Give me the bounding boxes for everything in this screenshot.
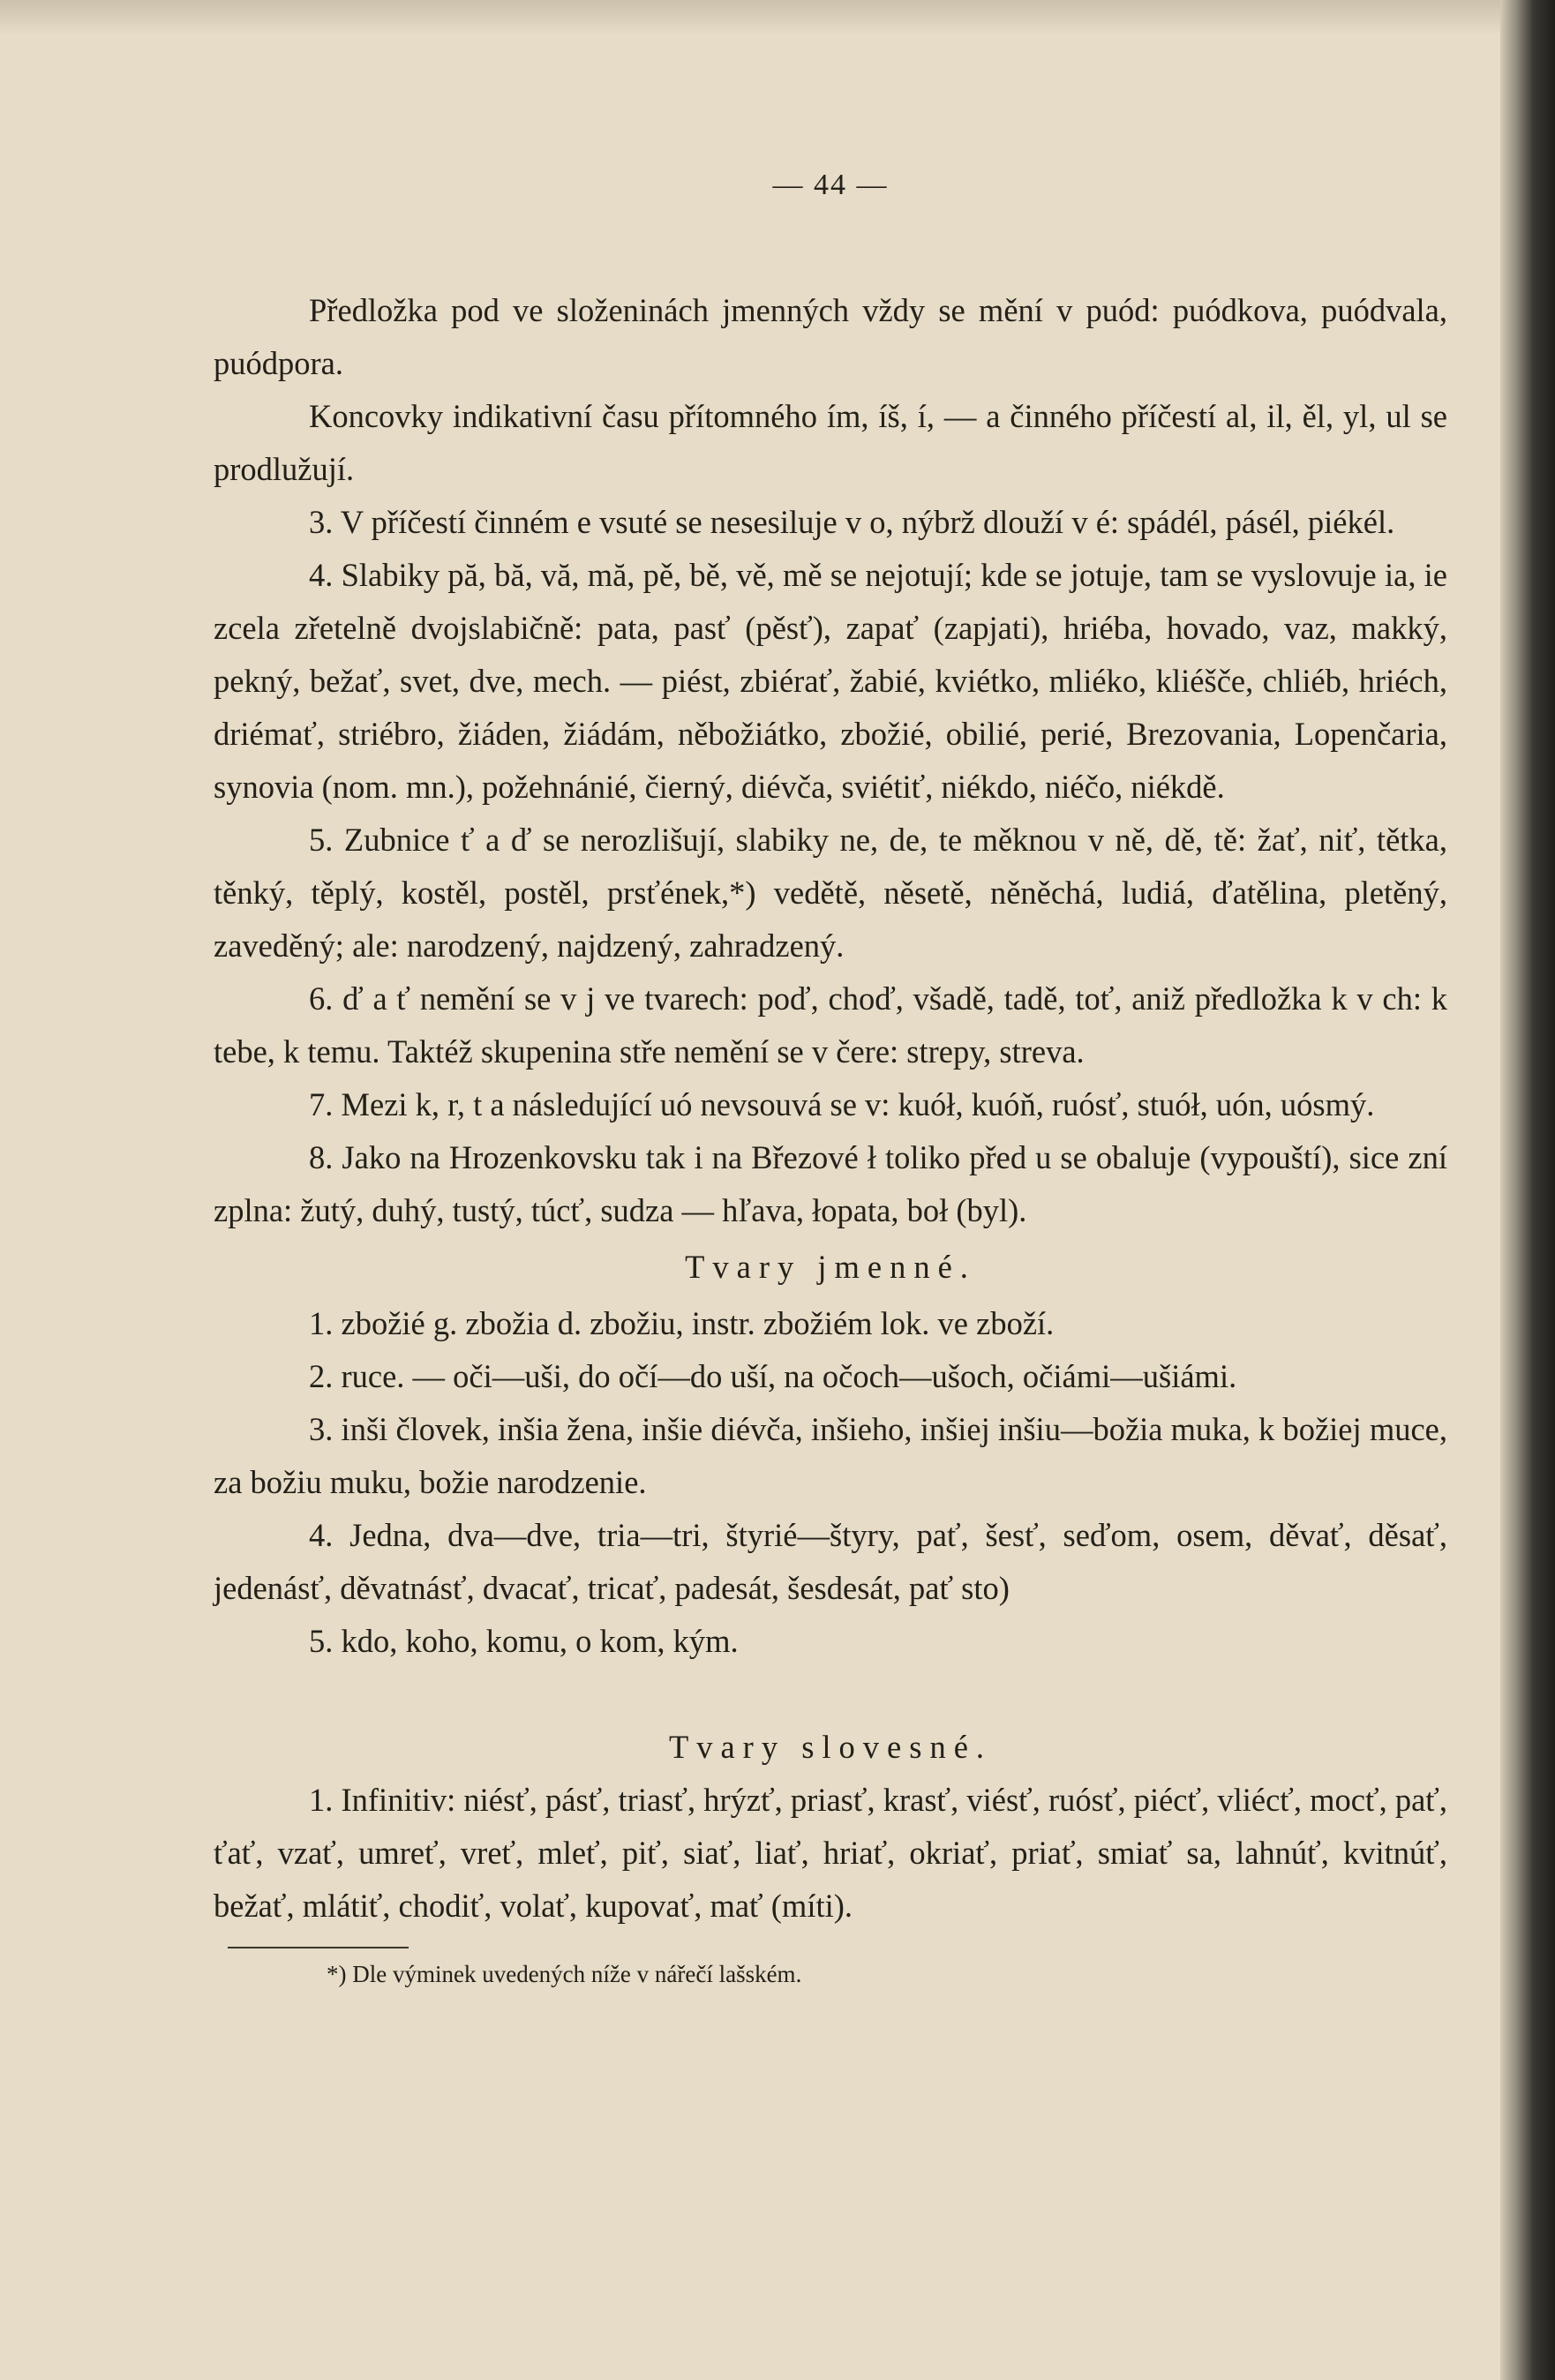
paragraph-koncovky: Koncovky indikativní času přítomného ím, íš, í, — a činného příčestí al, il, ěl, yl, ul se prodlužují.	[214, 398, 1447, 487]
verbal-item: 1. Infinitiv: niésť, pásť, triasť, hrýzť, priasť, krasť, viésť, ruósť, piécť, vliécť, mocť, pať, ťať, vzať, umreť, vreť, mleť, piť, siať, liať, hriať, okriať, priať, smiať sa, lahnúť, kvitnúť, bežať, mlátiť, chodiť, volať, kupovať, mať (míti).	[214, 1782, 1447, 1924]
nominal-item: 2. ruce. — oči—uši, do očí—do uší, na očoch—ušoch, očiámi—ušiámi.	[309, 1358, 1237, 1394]
paragraph-4: 4. Slabiky pă, bă, vă, mă, pě, bě, vě, mě se nejotují; kde se jotuje, tam se vyslovuje ia, ie zcela zřetelně dvojslabičně: pata, pasť (pěsť), zapať (zapjati), hriéba, hovado, vaz, makký, pekný, bežať, svet, dve, mech. — piést, zbiérať, žabié, kviétko, mliéko, kliéšče, chliéb, hriéch, driémať, striébro, žiáden, žiádám, něbožiátko, zbožié, obilié, perié, Brezovania, Lopenčaria, synovia (nom. mn.), požehnánié, čierný, diévča, sviétiť, niékdo, niéčo, niékdě.	[214, 557, 1447, 805]
paragraph-8: 8. Jako na Hrozenkovsku tak i na Březové ł toliko před u se obaluje (vypouští), sice zní zplna: žutý, duhý, tustý, túcť, sudza — hľava, łopata, boł (byl).	[214, 1139, 1447, 1228]
nominal-item: 1. zbožié g. zbožia d. zbožiu, instr. zbožiém lok. ve zboží.	[309, 1305, 1055, 1341]
paragraph-5: 5. Zubnice ť a ď se nerozlišují, slabiky ne, de, te měknou v ně, dě, tě: žať, niť, tětka, těnký, těplý, kostěl, postěl, prsťének,*) vedětě, něsetě, něněchá, ludiá, ďatělina, pletěný, zaveděný; ale: narodzený, najdzený, zahradzený.	[214, 822, 1447, 964]
paragraph-3: 3. V příčestí činném e vsuté se nesesiluje v o, nýbrž dlouží v é: spádél, pásél, piékél.	[309, 504, 1395, 540]
heading-tvary-slovesne: Tvary slovesné.	[668, 1729, 993, 1765]
paragraph-7: 7. Mezi k, r, t a následující uó nevsouvá se v: kuół, kuóň, ruósť, stuół, uón, uósmý.	[309, 1086, 1375, 1122]
paragraph-6: 6. ď a ť nemění se v j ve tvarech: poď, choď, všadě, tadě, toť, aniž předložka k v ch: k tebe, k temu. Taktéž skupenina stře nemění se v čere: strepy, streva.	[214, 980, 1447, 1070]
nominal-item: 3. inši človek, inšia žena, inšie diévča, inšieho, inšiej inšiu—božia muka, k božiej muce, za božiu muku, božie narodzenie.	[214, 1411, 1447, 1500]
footnote: *) Dle výminek uvedených níže v nářečí lašském.	[327, 1961, 802, 1987]
page-shadow	[0, 0, 1500, 35]
footnote-divider	[228, 1947, 409, 1948]
paragraph-pod: Předložka pod ve složeninách jmenných vždy se mění v puód: puódkova, puódvala, puódpora.	[214, 292, 1447, 381]
page-number: — 44 —	[772, 169, 889, 201]
nominal-item: 5. kdo, koho, komu, o kom, kým.	[309, 1623, 739, 1659]
page-text	[214, 159, 1447, 1994]
heading-tvary-jmenne: Tvary jmenné.	[685, 1249, 976, 1285]
nominal-item: 4. Jedna, dva—dve, tria—tri, štyrié—štyry, pať, šesť, seďom, osem, děvať, děsať, jedenásť, děvatnásť, dvacať, tricať, padesát, šesdesát, pať sto)	[214, 1517, 1447, 1606]
book-binding-edge	[1500, 0, 1555, 2380]
